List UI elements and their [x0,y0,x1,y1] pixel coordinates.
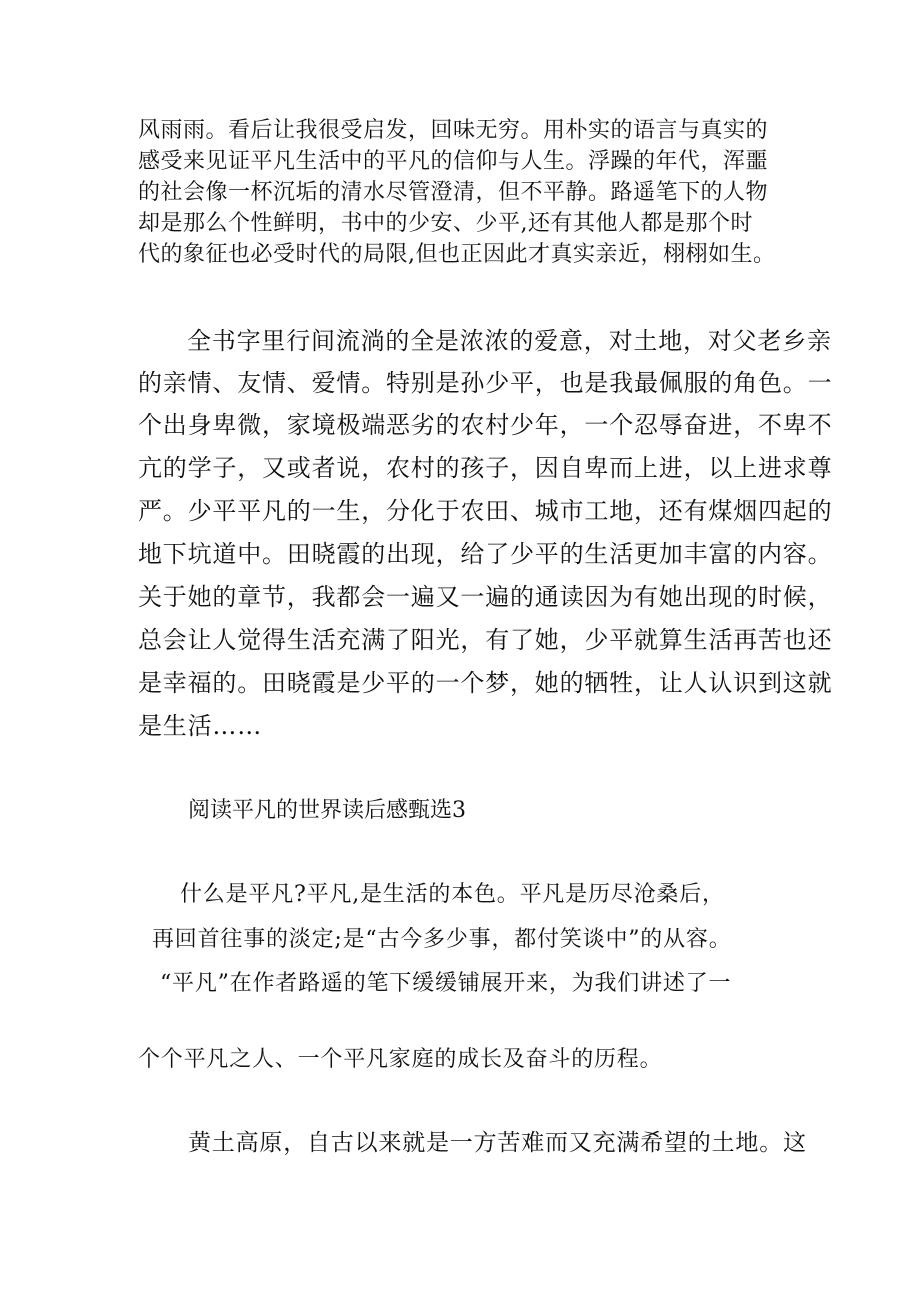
text-line: 亢的学子，又或者说，农村的孩子，因自卑而上进，以上进求尊 [138,454,833,482]
text-line: 是生活…… [138,712,262,740]
section-heading: 阅读平凡的世界读后感甄选3 [188,798,466,823]
text-line: 再回首往事的淡定;是“古今多少事，都付笑谈中”的从容。 [152,927,732,952]
text-line: 全书字里行间流淌的全是浓浓的爱意，对土地，对父老乡亲 [187,327,832,355]
text-line: 却是那么个性鲜明，书中的少安、少平,还有其他人都是那个时 [138,211,753,236]
text-line: 个出身卑微，家境极端恶劣的农村少年，一个忍辱奋进，不卑不 [138,411,833,439]
text-line: 地下坑道中。田晓霞的出现，给了少平的生活更加丰富的内容。 [138,540,833,568]
text-line: 总会让人觉得生活充满了阳光，有了她，少平就算生活再苦也还 [138,626,833,654]
text-line: 严。少平平凡的一生，分化于农田、城市工地，还有煤烟四起的 [138,497,833,525]
text-line: 是幸福的。田晓霞是少平的一个梦，她的牺牲，让人认识到这就 [138,669,833,697]
text-line: 风雨雨。看后让我很受启发，回味无穷。用朴实的语言与真实的 [138,118,769,143]
text-line: 个个平凡之人、一个平凡家庭的成长及奋斗的历程。 [138,1047,663,1072]
text-line: 的亲情、友情、爱情。特别是孙少平，也是我最佩服的角色。一 [138,369,833,397]
text-line: 关于她的章节，我都会一遍又一遍的通读因为有她出现的时候， [138,583,833,611]
text-line: 的社会像一杯沉垢的清水尽管澄清，但不平静。路遥笔下的人物 [138,180,769,205]
text-line: 什么是平凡?平凡,是生活的本色。平凡是历尽沧桑后， [180,882,725,907]
text-line: 黄土高原，自古以来就是一方苦难而又充满希望的土地。这 [188,1130,807,1156]
text-line: 代的象征也必受时代的局限,但也正因此才真实亲近，栩栩如生。 [138,242,776,267]
text-line: 感受来见证平凡生活中的平凡的信仰与人生。浮躁的年代，浑噩 [138,149,769,174]
text-line: “平凡”在作者路遥的笔下缓缓铺展开来，为我们讲述了一 [160,971,732,996]
